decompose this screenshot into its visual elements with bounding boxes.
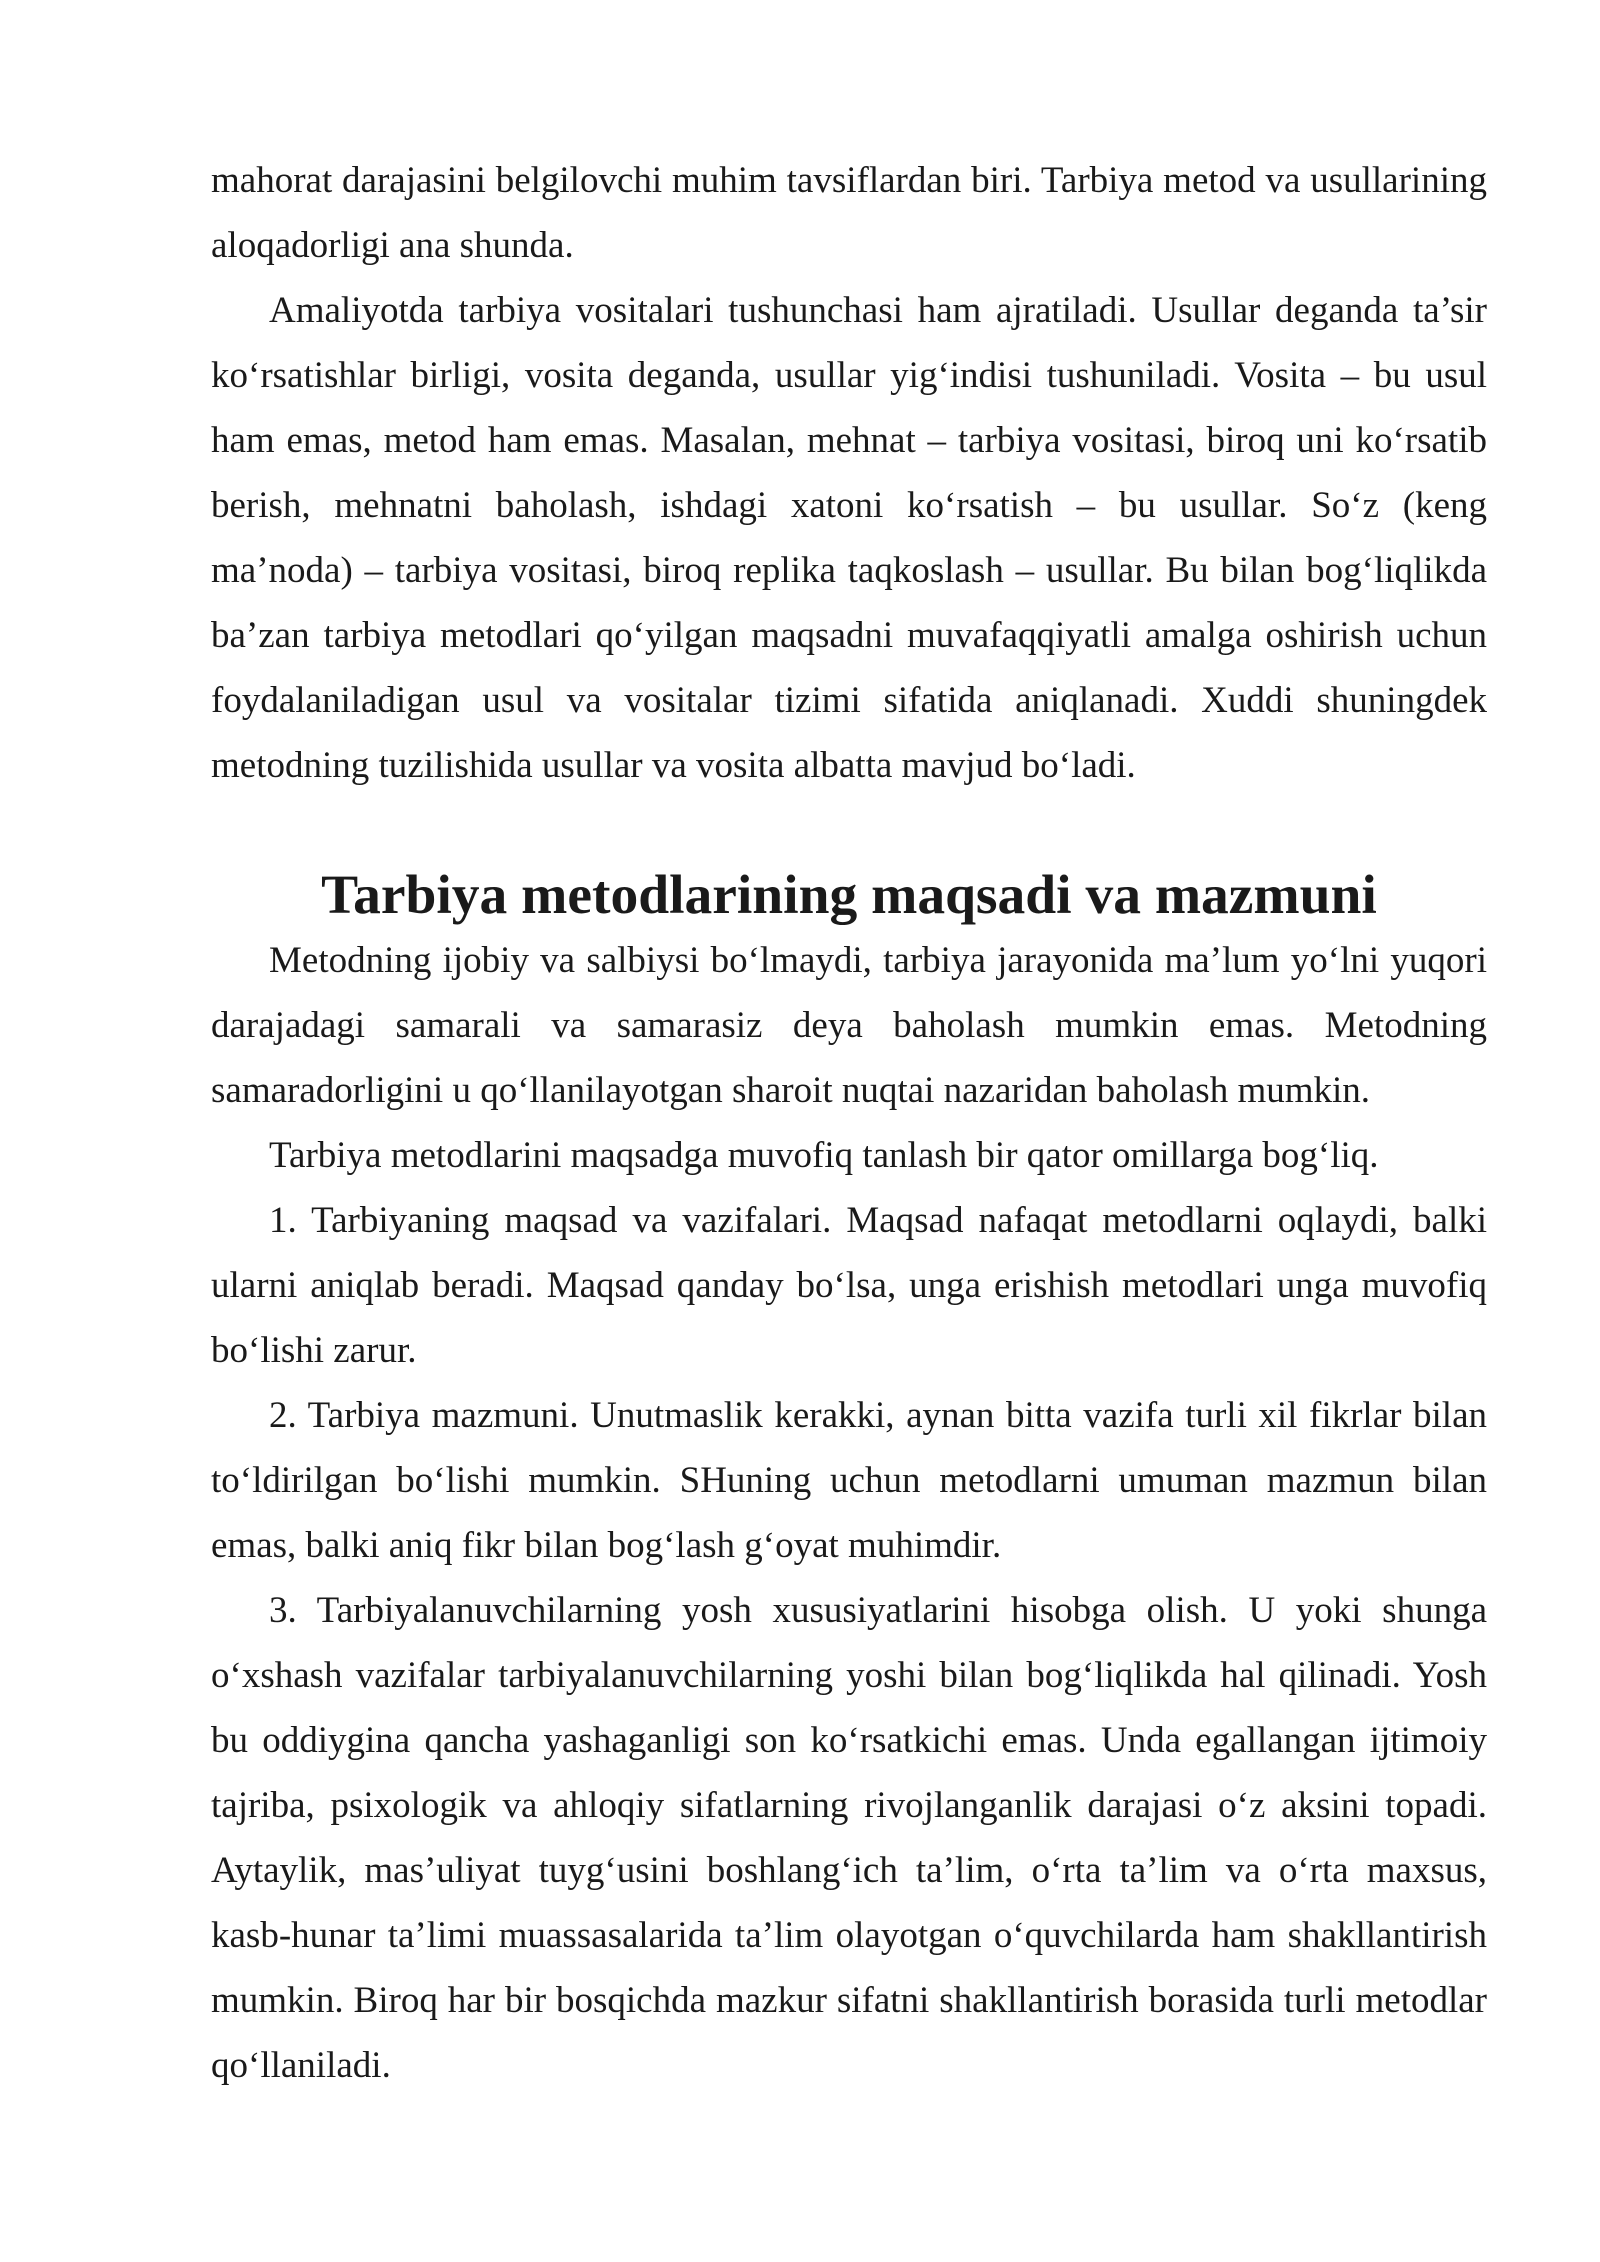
paragraph-metod-baholash: Metodning ijobiy va salbiysi bo‘lmaydi, tarbiya jarayonida ma’lum yo‘lni yuqori darajadagi samarali va samarasiz deya baholash mumkin emas. Metodning samaradorligini u qo‘llanilayotgan sharoit nuqtai nazaridan baholash mumkin. <box>211 940 1487 1111</box>
section-spacer <box>211 798 1487 863</box>
list-item-maqsad-vazifalar: 1. Tarbiyaning maqsad va vazifalari. Maqsad nafaqat metodlarni oqlaydi, balki ularni aniqlab beradi. Maqsad qanday bo‘lsa, unga erishish metodlari unga muvofiq bo‘lishi zarur. <box>211 1200 1487 1371</box>
paragraph-metod-tanlash: Tarbiya metodlarini maqsadga muvofiq tanlash bir qator omillarga bog‘liq. <box>269 1135 1379 1176</box>
paragraph-continuation: mahorat darajasini belgilovchi muhim tavsiflardan biri. Tarbiya metod va usullarining aloqadorligi ana shunda. <box>211 160 1487 266</box>
list-item-yosh-xususiyatlari: 3. Tarbiyalanuvchilarning yosh xususiyatlarini hisobga olish. U yoki shunga o‘xshash vazifalar tarbiyalanuvchilarning yoshi bilan bog‘liqlikda hal qilinadi. Yosh bu oddiygina qancha yashaganligi son ko‘rsatkichi emas. Unda egallangan ijtimoiy tajriba, psixologik va ahloqiy sifatlarning rivojlanganlik darajasi o‘z aksini topadi. Aytaylik, mas’uliyat tuyg‘usini boshlang‘ich ta’lim, o‘rta ta’lim va o‘rta maxsus, kasb-hunar ta’limi muassasalarida ta’lim olayotgan o‘quvchilarda ham shakllantirish mumkin. Biroq har bir bosqichda mazkur sifatni shakllantirish borasida turli metodlar qo‘llaniladi. <box>211 1590 1487 2086</box>
section-heading: Tarbiya metodlarining maqsadi va mazmuni <box>321 865 1377 926</box>
list-item-tarbiya-mazmuni: 2. Tarbiya mazmuni. Unutmaslik kerakki, aynan bitta vazifa turli xil fikrlar bilan to‘ldirilgan bo‘lishi mumkin. SHuning uchun metodlarni umuman mazmun bilan emas, balki aniq fikr bilan bog‘lash g‘oyat muhimdir. <box>211 1395 1487 1566</box>
paragraph-tarbiya-vositalari: Amaliyotda tarbiya vositalari tushunchasi ham ajratiladi. Usullar deganda ta’sir ko‘rsatishlar birligi, vosita deganda, usullar yig‘indisi tushuniladi. Vosita – bu usul ham emas, metod ham emas. Masalan, mehnat – tarbiya vositasi, biroq uni ko‘rsatib berish, mehnatni baholash, ishdagi xatoni ko‘rsatish – bu usullar. So‘z (keng ma’noda) – tarbiya vositasi, biroq replika taqkoslash – usullar. Bu bilan bog‘liqlikda ba’zan tarbiya metodlari qo‘yilgan maqsadni muvafaqqiyatli amalga oshirish uchun foydalaniladigan usul va vositalar tizimi sifatida aniqlanadi. Xuddi shuningdek metodning tuzilishida usullar va vosita albatta mavjud bo‘ladi. <box>211 290 1487 786</box>
document-page <box>211 148 1487 2098</box>
